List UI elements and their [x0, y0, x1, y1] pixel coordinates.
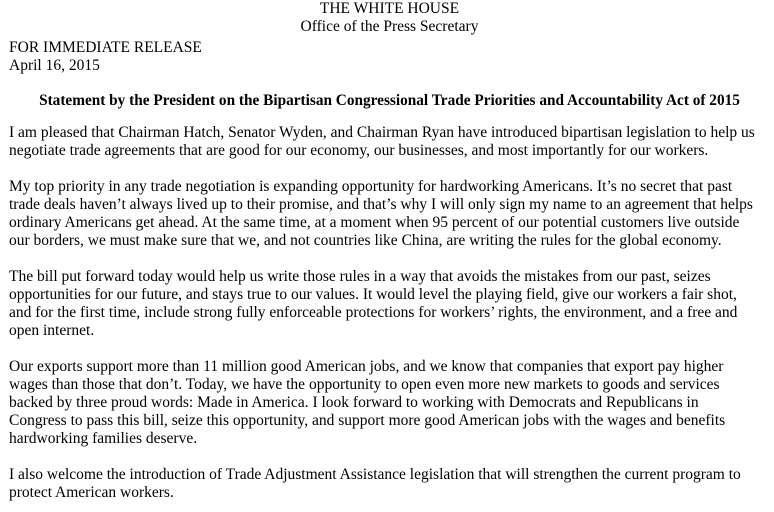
paragraph-5	[9, 466, 770, 502]
document-header	[9, 0, 770, 36]
paragraph-line: ordinary Americans get ahead. At the same time, at a moment when 95 percent of our potential customers live outside	[9, 214, 740, 231]
release-label: FOR IMMEDIATE RELEASE	[9, 39, 202, 56]
paragraph-2	[9, 178, 770, 250]
paragraph-line: and for the first time, include strong fully enforceable protections for workers’ rights, the environment, and a free and	[9, 304, 738, 321]
paragraph-line: open internet.	[9, 322, 95, 339]
paragraph-line: opportunities for our future, and stays true to our values. It would level the playing field, give our workers a fair shot,	[9, 286, 737, 303]
paragraph-line: Congress to pass this bill, seize this opportunity, and support more good American jobs with the wages and benefits	[9, 412, 726, 429]
paragraph-line: I also welcome the introduction of Trade Adjustment Assistance legislation that will strengthen the current program to	[9, 466, 741, 483]
paragraph-line: backed by three proud words: Made in America. I look forward to working with Democrats and Republicans in	[9, 394, 699, 411]
paragraph-line: My top priority in any trade negotiation is expanding opportunity for hardworking Americans. It’s no secret that past	[9, 178, 733, 195]
paragraph-line: negotiate trade agreements that are good for our economy, our businesses, and most importantly for our workers.	[9, 142, 709, 159]
paragraph-4	[9, 358, 770, 448]
paragraph-line: The bill put forward today would help us write those rules in a way that avoids the mistakes from our past, seizes	[9, 268, 711, 285]
paragraph-line: our borders, we must make sure that we, and not countries like China, are writing the rules for the global economy.	[9, 232, 722, 249]
paragraph-line: I am pleased that Chairman Hatch, Senator Wyden, and Chairman Ryan have introduced bipartisan legislation to help us	[9, 124, 755, 141]
paragraph-3	[9, 268, 770, 340]
paragraph-line: hardworking families deserve.	[9, 430, 198, 447]
paragraph-line: protect American workers.	[9, 484, 174, 501]
statement-title: Statement by the President on the Bipartisan Congressional Trade Priorities and Accountability Act of 2015	[39, 92, 740, 109]
paragraph-1	[9, 124, 770, 160]
organization-name: THE WHITE HOUSE	[319, 0, 460, 17]
release-date: April 16, 2015	[9, 57, 100, 74]
paragraph-line: trade deals haven’t always lived up to their promise, and that’s why I will only sign my name to an agreement that helps	[9, 196, 753, 213]
paragraph-line: Our exports support more than 11 million good American jobs, and we know that companies that export pay higher	[9, 358, 724, 375]
paragraph-line: wages than those that don’t. Today, we have the opportunity to open even more new markets to goods and services	[9, 376, 720, 393]
release-info	[9, 39, 770, 75]
office-name: Office of the Press Secretary	[300, 18, 479, 35]
